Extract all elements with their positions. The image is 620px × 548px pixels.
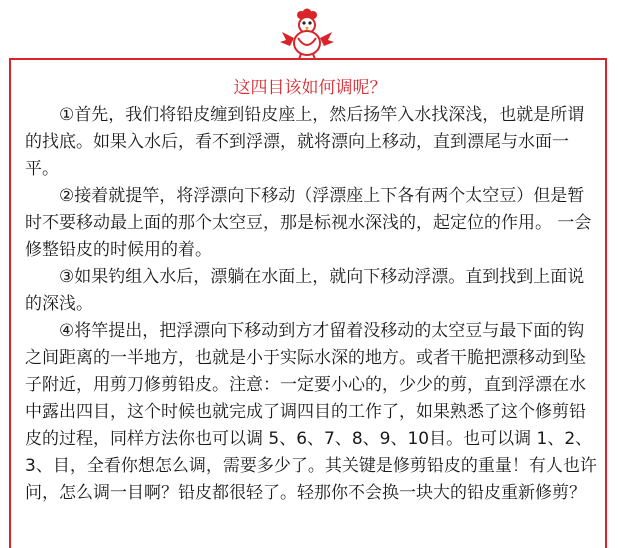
paragraph-step-1: ①首先，我们将铅皮缠到铅皮座上，然后扬竿入水找深浅，也就是所谓的找底。如果入水后，看不到浮漂，就将漂向上移动，直到漂尾与水面一平。 [25,105,585,179]
paragraph-step-3: ③如果钓组入水后，漂躺在水面上，就向下移动浮漂。直到找到上面说的深浅。 [25,267,585,314]
paragraph-step-4: ④将竿提出，把浮漂向下移动到方才留着没移动的太空豆与最下面的钩之间距离的一半地方，也就是小于实际水深的地方。或者干脆把漂移动到坠子附近，用剪刀修剪铅皮。注意：一定要小心的，少少的剪，直到浮漂在水中露出四目，这个时候也就完成了调四目的工作了，如果熟悉了这个修剪铅皮的过程，同样方法你也可以调 5、6、7、8、9、10目。也可以调 1、2、3、目，全看你想怎么调，需要多少了。其关键是修剪铅皮的重量！有人也许问，怎么调一目啊？铅皮都很轻了。轻那你不会换一块大的铅皮重新修剪？ [25,321,597,503]
rooster-mascot-icon [276,8,340,60]
article-body [25,102,597,507]
paragraph-step-2: ②接着就提竿，将浮漂向下移动（浮漂座上下各有两个太空豆）但是暂时不要移动最上面的那个太空豆，那是标视水深浅的，起定位的作用。 一会修整铅皮的时候用的着。 [25,186,592,260]
article-title: 这四目该如何调呢？ [233,78,387,98]
